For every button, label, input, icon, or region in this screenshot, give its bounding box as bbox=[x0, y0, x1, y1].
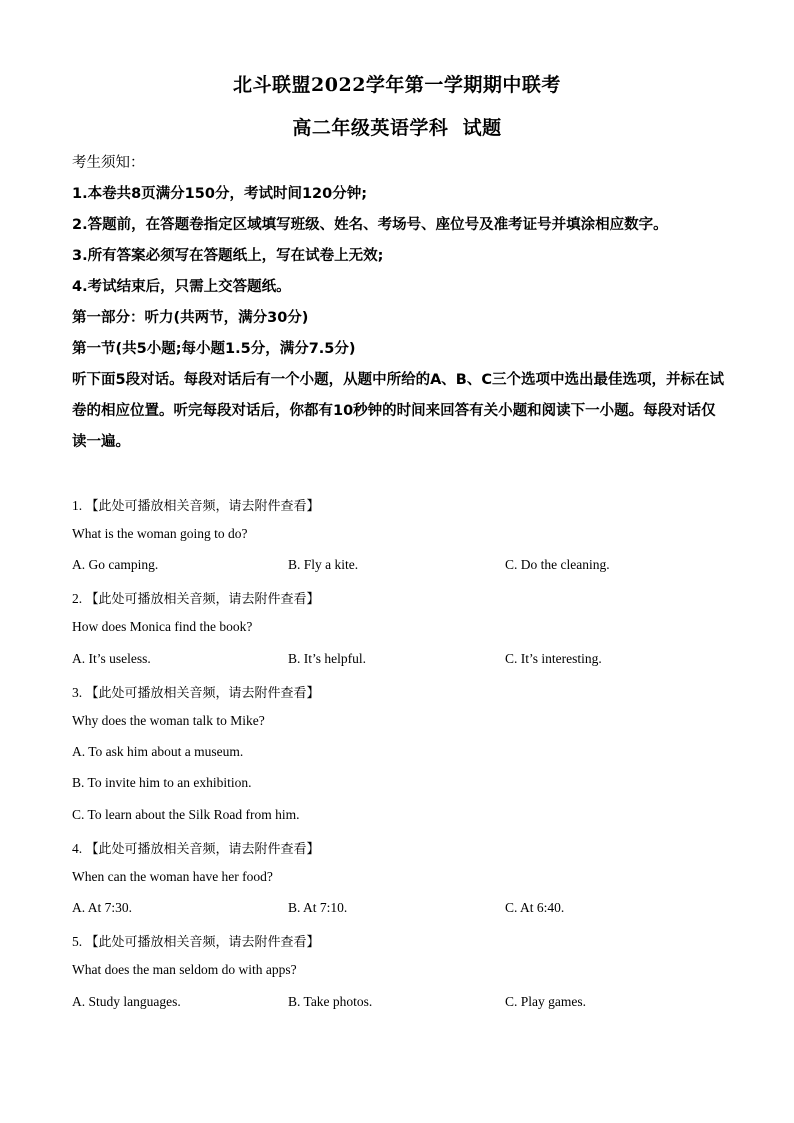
option-c: C. At 6:40. bbox=[505, 900, 565, 915]
question-number: 5. bbox=[72, 934, 83, 949]
option-b: B. At 7:10. bbox=[288, 900, 348, 915]
question-4-text: When can the woman have her food? bbox=[72, 869, 273, 884]
question-number: 4. bbox=[72, 841, 83, 856]
question-number: 3. bbox=[72, 685, 83, 700]
option-c: C. To learn about the Silk Road from him. bbox=[72, 807, 300, 822]
section1-heading: 第一节(共5小题;每小题1.5分，满分7.5分) bbox=[72, 341, 356, 357]
option-c: C. Do the cleaning. bbox=[505, 557, 610, 572]
question-3-audio bbox=[72, 682, 722, 701]
option-a: A. At 7:30. bbox=[72, 900, 133, 915]
audio-note: 【此处可播放相关音频，请去附件查看】 bbox=[85, 935, 320, 950]
question-5-text: What does the man seldom do with apps? bbox=[72, 962, 297, 977]
question-1-audio bbox=[72, 495, 722, 514]
question-2-text: How does Monica find the book? bbox=[72, 619, 253, 634]
option-c: C. It’s interesting. bbox=[505, 651, 602, 666]
question-1-text: What is the woman going to do? bbox=[72, 526, 248, 541]
option-b: B. To invite him to an exhibition. bbox=[72, 775, 252, 790]
question-number: 1. bbox=[72, 498, 83, 513]
option-a: A. Go camping. bbox=[72, 557, 159, 572]
question-4-audio bbox=[72, 838, 722, 857]
question-5-audio bbox=[72, 931, 722, 950]
option-b: B. It’s helpful. bbox=[288, 651, 366, 666]
audio-note: 【此处可播放相关音频，请去附件查看】 bbox=[85, 842, 320, 857]
option-c: C. Play games. bbox=[505, 994, 586, 1009]
option-b: B. Fly a kite. bbox=[288, 557, 359, 572]
section1-instructions: 听下面5段对话。每段对话后有一个小题，从题中所给的A、B、C三个选项中选出最佳选项，并标在试卷的相应位置。听完每段对话后，你都有10秒钟的时间来回答有关小题和阅读下一小题。每段对话仅读一遍。 bbox=[72, 372, 725, 450]
question-number: 2. bbox=[72, 591, 83, 606]
part1-heading: 第一部分：听力(共两节，满分30分) bbox=[72, 310, 309, 326]
question-3-text: Why does the woman talk to Mike? bbox=[72, 713, 265, 728]
notice-item-2: 2.答题前，在答题卷指定区域填写班级、姓名、考场号、座位号及准考证号并填涂相应数字。 bbox=[72, 217, 668, 233]
option-a: A. To ask him about a museum. bbox=[72, 744, 244, 759]
audio-note: 【此处可播放相关音频，请去附件查看】 bbox=[85, 686, 320, 701]
exam-subtitle: 高二年级英语学科 试题 bbox=[292, 117, 502, 139]
question-2-audio bbox=[72, 588, 722, 607]
notice-heading: 考生须知： bbox=[72, 155, 145, 171]
audio-note: 【此处可播放相关音频，请去附件查看】 bbox=[85, 499, 320, 514]
option-a: A. Study languages. bbox=[72, 994, 181, 1009]
option-b: B. Take photos. bbox=[288, 994, 373, 1009]
exam-title: 北斗联盟2022学年第一学期期中联考 bbox=[233, 74, 561, 96]
notice-item-3: 3.所有答案必须写在答题纸上，写在试卷上无效; bbox=[72, 248, 384, 264]
option-a: A. It’s useless. bbox=[72, 651, 151, 666]
exam-notice bbox=[72, 148, 727, 458]
notice-item-4: 4.考试结束后，只需上交答题纸。 bbox=[72, 279, 291, 295]
audio-note: 【此处可播放相关音频，请去附件查看】 bbox=[85, 592, 320, 607]
notice-item-1: 1.本卷共8页满分150分，考试时间120分钟; bbox=[72, 186, 368, 202]
